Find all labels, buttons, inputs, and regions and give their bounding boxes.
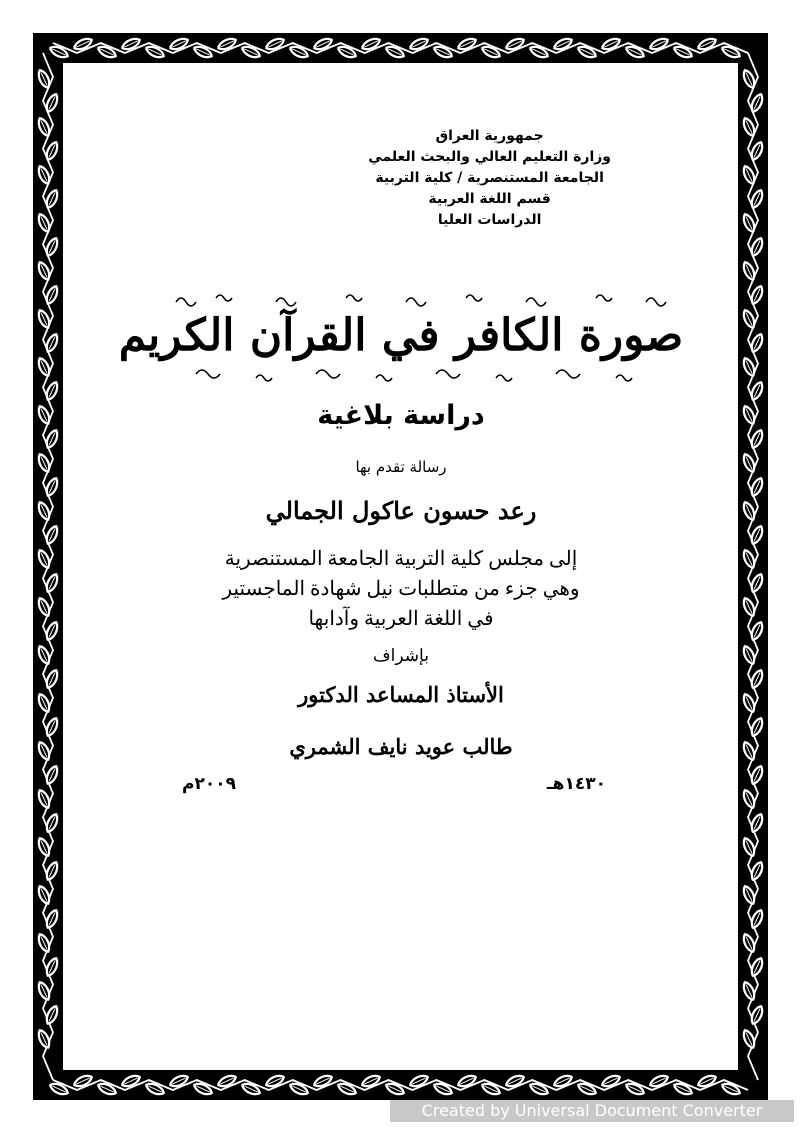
university-line: الجامعة المستنصرية / كلية التربية: [375, 170, 604, 186]
description-line-1: إلى مجلس كلية التربية الجامعة المستنصرية: [224, 548, 578, 570]
description-line-3: في اللغة العربية وآدابها: [308, 608, 494, 630]
thesis-subtitle: دراسة بلاغية: [317, 400, 485, 431]
supervision-label: بإشراف: [373, 646, 429, 665]
supervisor-name: طالب عويد نايف الشمري: [289, 734, 513, 759]
title-page: [66, 66, 736, 1066]
date-hijri: ١٤٣٠هـ: [546, 774, 606, 794]
supervisor-title: الأستاذ المساعد الدكتور: [298, 682, 504, 707]
thesis-title: صورة الكافر في القرآن الكريم: [118, 310, 684, 361]
date-gregorian: ٢٠٠٩م: [182, 774, 236, 794]
author-name: رعد حسون عاكول الجمالي: [265, 496, 537, 525]
studies-line: الدراسات العليا: [437, 212, 542, 228]
title-area: [106, 288, 696, 388]
department-line: قسم اللغة العربية: [428, 191, 551, 207]
description-line-2: وهي جزء من متطلبات نيل شهادة الماجستير: [222, 578, 580, 600]
ministry-line: وزارة التعليم العالي والبحث العلمي: [368, 149, 611, 165]
converter-watermark: Created by Universal Document Converter: [390, 1100, 794, 1122]
institution-header: [368, 126, 611, 231]
submission-intro: رسالة تقدم بها: [355, 458, 447, 476]
country-line: جمهورية العراق: [435, 128, 544, 144]
